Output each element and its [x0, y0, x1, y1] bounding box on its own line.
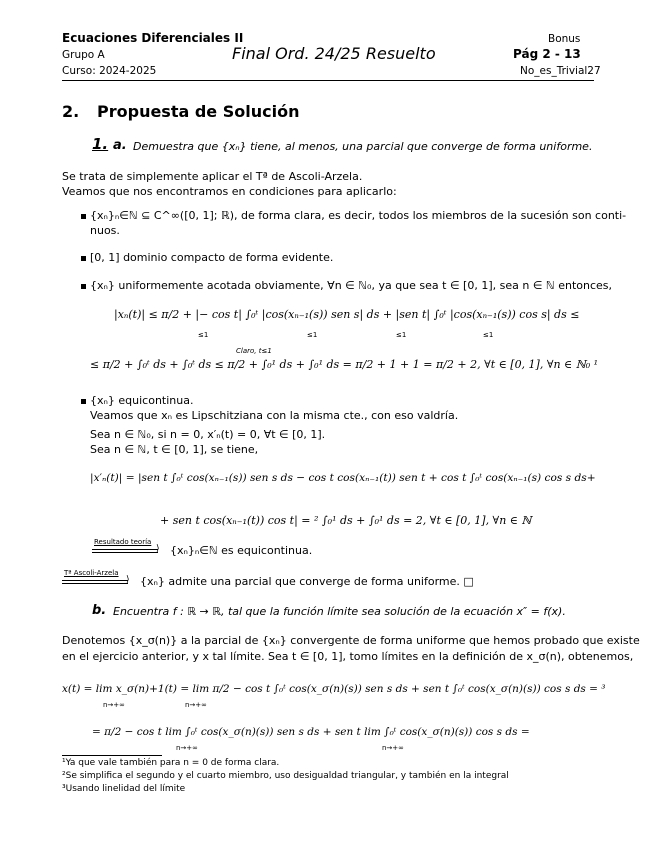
group-label: Grupo A	[62, 49, 105, 61]
intro-line-1: Se trata de simplemente aplicar el Tª de Ascoli-Arzela.	[62, 170, 363, 183]
part-b-statement: Encuentra f : ℝ → ℝ, tal que la función límite sea solución de la ecuación x″ = f(x).	[113, 605, 566, 618]
derivative-equation-1: |x′ₙ(t)| = |sen t ∫₀ᵗ cos(xₙ₋₁(s)) sen s ds − cos t cos(xₙ₋₁(t)) sen t + cos t ∫₀ᵗ cos(xₙ₋₁(s) cos s ds+	[90, 472, 596, 484]
part-a-label: a.	[113, 138, 127, 153]
course-year: Curso: 2024-2025	[62, 65, 157, 77]
bonus-tag: Bonus	[548, 33, 581, 45]
course-name: Ecuaciones Diferenciales II	[62, 31, 244, 45]
section-title: Propuesta de Solución	[97, 102, 300, 121]
bullet-smoothness-line-1: {xₙ}ₙ∈ℕ ⊆ C^∞([0, 1]; ℝ), de forma clara, es decir, todos los miembros de la sucesión son conti-	[90, 209, 627, 222]
ascoli-conclusion: {xₙ} admite una parcial que converge de forma uniforme. □	[140, 575, 474, 588]
underbrace-label: ≤1	[396, 331, 407, 339]
implication-label: Resultado teoría	[94, 538, 152, 546]
implication-label: Tª Ascoli-Arzela	[64, 569, 119, 577]
bound-equation-2: ≤ π/2 + ∫₀ᵗ ds + ∫₀ᵗ ds ≤ π/2 + ∫₀¹ ds + ∫₀¹ ds = π/2 + 1 + 1 = π/2 + 2, ∀t ∈ [0, 1], ∀n ∈ ℕ₀ ¹	[90, 358, 599, 371]
author: No_es_Trivial27	[520, 65, 601, 77]
part-b-label: b.	[92, 603, 107, 618]
bullet-marker	[81, 256, 86, 261]
bullet-marker	[81, 399, 86, 404]
bound-equation-1: |xₙ(t)| ≤ π/2 + |− cos t| ∫₀ᵗ |cos(xₙ₋₁(s)) sen s| ds + |sen t| ∫₀ᵗ |cos(xₙ₋₁(s)) cos s| ds ≤	[114, 308, 580, 321]
footnote-3: ³Usando linelidad del límite	[62, 784, 186, 794]
implication-arrow	[62, 580, 128, 581]
part-a-statement: Demuestra que {xₙ} tiene, al menos, una parcial que converge de forma uniforme.	[133, 140, 593, 153]
arrow-head: ⟩	[126, 575, 130, 585]
section-number: 2.	[62, 102, 80, 121]
footnote-rule	[62, 755, 162, 756]
bullet-marker	[81, 284, 86, 289]
bullet-uniformly-bounded: {xₙ} uniformemente acotada obviamente, ∀n ∈ ℕ₀, ya que sea t ∈ [0, 1], sea n ∈ ℕ entonces,	[90, 279, 612, 292]
equicontinuous-conclusion: {xₙ}ₙ∈ℕ es equicontinua.	[170, 544, 313, 557]
bullet-compact-domain: [0, 1] dominio compacto de forma evidente.	[90, 251, 334, 264]
limit-subscript: n→+∞	[103, 701, 125, 709]
claro-annotation: Claro, t≤1	[236, 347, 272, 355]
paragraph-line-1: Denotemos {x_σ(n)} a la parcial de {xₙ} convergente de forma uniforme que hemos probado que existe	[62, 634, 640, 647]
paragraph-line-2: en el ejercicio anterior, y x tal límite. Sea t ∈ [0, 1], tomo límites en la definición de x_σ(n), obtenemos,	[62, 650, 634, 663]
case-n-natural: Sea n ∈ ℕ, t ∈ [0, 1], se tiene,	[90, 443, 259, 456]
document-title: Final Ord. 24/25 Resuelto	[232, 44, 436, 63]
footnote-2: ²Se simplifica el segundo y el cuarto miembro, uso desigualdad triangular, y también en la integral	[62, 771, 509, 781]
question-number: 1.	[92, 135, 109, 153]
limit-subscript: n→+∞	[382, 744, 404, 752]
underbrace-label: ≤1	[483, 331, 494, 339]
page-number: Pág 2 - 13	[513, 47, 581, 61]
implication-arrow	[92, 552, 158, 553]
implication-arrow	[92, 549, 158, 550]
derivative-equation-2: + sen t cos(xₙ₋₁(t)) cos t| = ² ∫₀¹ ds + ∫₀¹ ds = 2, ∀t ∈ [0, 1], ∀n ∈ ℕ	[160, 514, 532, 527]
case-n-zero: Sea n ∈ ℕ₀, si n = 0, x′ₙ(t) = 0, ∀t ∈ [0, 1].	[90, 428, 326, 441]
implication-arrow	[62, 583, 128, 584]
bullet-smoothness-line-2: nuos.	[90, 224, 120, 237]
bullet-marker	[81, 214, 86, 219]
intro-line-2: Veamos que nos encontramos en condiciones para aplicarlo:	[62, 185, 397, 198]
limit-equation-2: = π/2 − cos t lim ∫₀ᵗ cos(x_σ(n)(s)) sen s ds + sen t lim ∫₀ᵗ cos(x_σ(n)(s)) cos s ds =	[92, 726, 530, 738]
limit-equation-1: x(t) = lim x_σ(n)+1(t) = lim π/2 − cos t ∫₀ᵗ cos(x_σ(n)(s)) sen s ds + sen t ∫₀ᵗ cos(x_σ(n)(s)) cos s ds = ³	[62, 683, 606, 695]
underbrace-label: ≤1	[307, 331, 318, 339]
underbrace-label: ≤1	[198, 331, 209, 339]
footnote-1: ¹Ya que vale también para n = 0 de forma clara.	[62, 758, 280, 768]
lipschitz-line: Veamos que xₙ es Lipschitziana con la misma cte., con eso valdría.	[90, 409, 459, 422]
header-rule	[62, 80, 594, 81]
arrow-head: ⟩	[156, 544, 160, 554]
bullet-equicontinuous: {xₙ} equicontinua.	[90, 394, 194, 407]
limit-subscript: n→+∞	[176, 744, 198, 752]
limit-subscript: n→+∞	[185, 701, 207, 709]
